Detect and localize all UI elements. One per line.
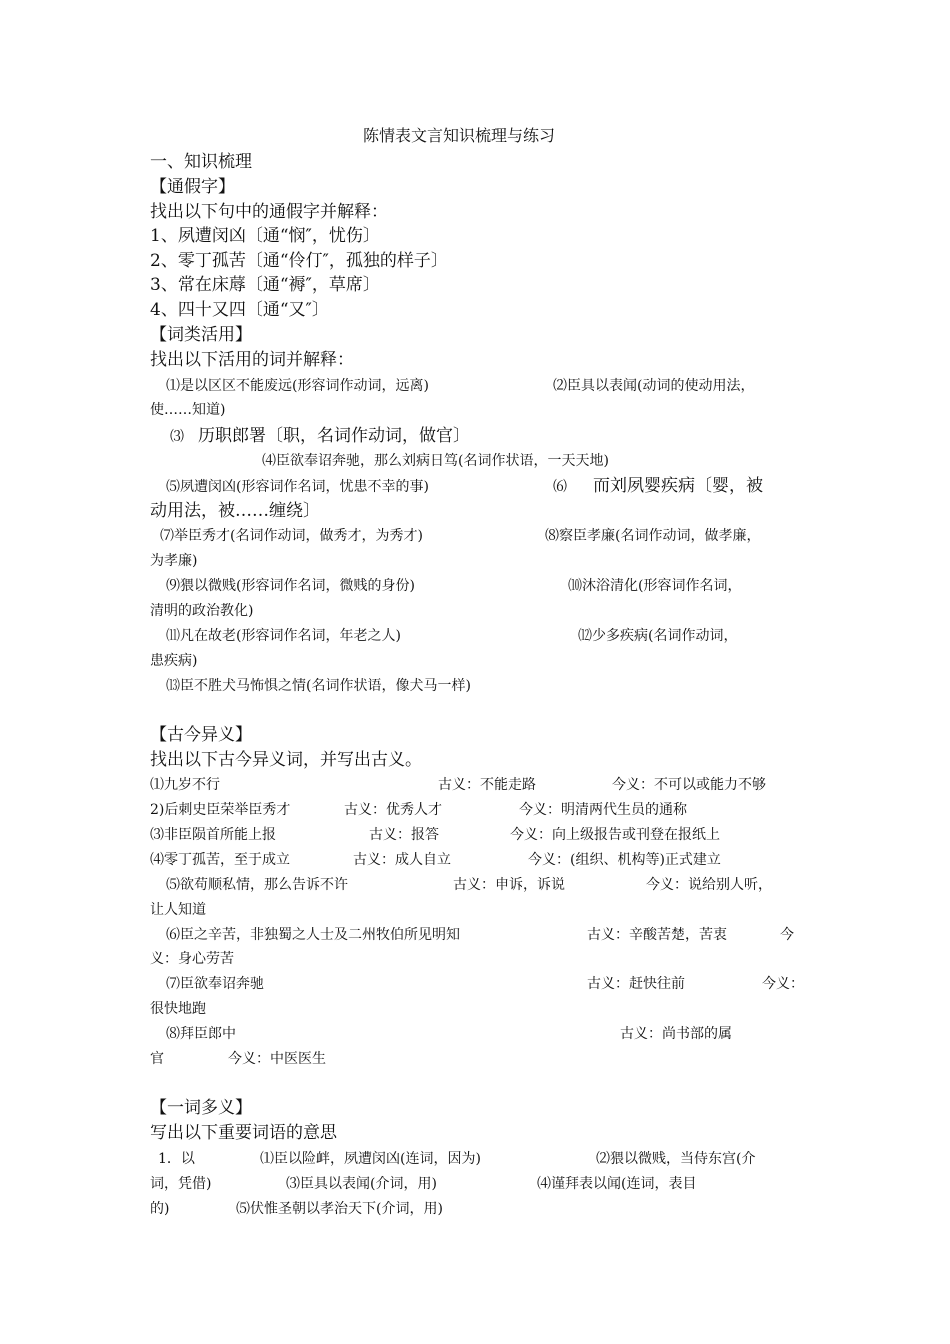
cilei-instruction: 找出以下活用的词并解释： [150,350,354,370]
cilei-line: ⒀臣不胜犬马怖惧之情(名词作状语，像犬马一样) [166,678,471,694]
cilei-line: ⑷臣欲奉诏奔驰，那么刘病日笃(名词作状语，一天天地) [262,453,609,469]
cilei-line: ⑹ [553,479,567,495]
gujin-modern: 今义：向上级报告或刊登在报纸上 [510,827,720,843]
gujin-word: ⑷零丁孤苦，至于成立 [150,852,290,868]
cilei-line: ⑻察臣孝廉(名词作动词，做孝廉， [545,528,761,544]
gujin-instruction: 找出以下古今异义词，并写出古义。 [150,750,422,770]
gujin-word: ⑺臣欲奉诏奔驰 [166,976,264,992]
gujin-modern: 今义：(组织、机构等)正式建立 [528,852,721,868]
page-title: 陈情表文言知识梳理与练习 [363,126,556,145]
gujin-ancient: 古义：尚书部的属 [620,1026,732,1042]
yici-line: ⑷谨拜表以闻(连词，表目 [537,1176,697,1192]
gujin-ancient: 古义：优秀人才 [344,802,442,818]
gujin-modern: 今义： [762,976,804,992]
cilei-line: ⑶ [170,429,184,445]
gujin-ancient: 古义：报答 [369,827,439,843]
gujin-word: ⑻拜臣郎中 [166,1026,236,1042]
gujin-modern-cont: 义：身心劳苦 [150,951,234,967]
cilei-line: ⑽沐浴清化(形容词作名词， [568,578,742,594]
cilei-line: ⑿少多疾病(名词作动词， [578,628,738,644]
cilei-line: 清明的政治教化) [150,603,254,619]
gujin-modern: 今义：中医医生 [228,1051,326,1067]
gujin-ancient: 古义：申诉，诉说 [453,877,565,893]
cilei-line: ⑵臣具以表闻(动词的使动用法， [553,378,755,394]
tongjia-instruction: 找出以下句中的通假字并解释： [150,202,388,222]
yici-header: 【一词多义】 [150,1098,252,1118]
gujin-modern: 今义：不可以或能力不够 [612,777,766,793]
cilei-line: ⑾凡在故老(形容词作名词，年老之人) [166,628,401,644]
gujin-word: ⑶非臣陨首所能上报 [150,827,276,843]
gujin-word: ⑴九岁不行 [150,777,220,793]
tongjia-item: 2、零丁孤苦〔通“伶仃″，孤独的样子〕 [150,251,448,271]
cilei-line: 使……知道) [150,402,226,418]
cilei-line: ⑼猥以微贱(形容词作名词，微贱的身份) [166,578,415,594]
cilei-line: ⑺举臣秀才(名词作动词，做秀才，为秀才) [160,528,423,544]
gujin-ancient-cont: 官 [150,1051,164,1067]
cilei-line: ⑴是以区区不能废远(形容词作动词，远离) [166,378,429,394]
cilei-line: 为孝廉) [150,553,198,569]
cilei-line: 患疾病) [150,653,198,669]
yici-line: 词，凭借) [150,1176,212,1192]
gujin-ancient: 古义：成人自立 [353,852,451,868]
gujin-modern: 今义：明清两代生员的通称 [519,802,687,818]
yici-line: ⑵猥以微贱，当侍东宫(介 [596,1151,756,1167]
yici-line: ⑴臣以险衅，夙遭闵凶(连词，因为) [260,1151,481,1167]
yici-line: ⑶臣具以表闻(介词，用) [286,1176,437,1192]
gujin-modern-cont: 让人知道 [150,902,206,918]
yici-line: ⑸伏惟圣朝以孝治天下(介词，用) [236,1201,443,1217]
cilei-line: ⑸夙遭闵凶(形容词作名词，忧患不幸的事) [166,479,429,495]
yici-instruction: 写出以下重要词语的意思 [150,1123,337,1143]
yici-word: 1．以 [158,1151,195,1167]
tongjia-item: 3、常在床蓐〔通“褥″，草席〕 [150,275,380,295]
gujin-header: 【古今异义】 [150,725,252,745]
gujin-modern: 今义：说给别人听， [646,877,772,893]
tongjia-item: 4、四十又四〔通“又″〕 [150,300,329,320]
gujin-modern: 今 [780,927,794,943]
gujin-word: ⑸欲苟顺私情，那么告诉不许 [166,877,348,893]
gujin-ancient: 古义：辛酸苦楚，苦衷 [587,927,727,943]
gujin-ancient: 古义：赶快往前 [587,976,685,992]
gujin-modern-cont: 很快地跑 [150,1001,206,1017]
tongjia-header: 【通假字】 [150,177,235,197]
cilei-line: 历职郎署〔职，名词作动词，做官〕 [198,426,470,446]
yici-line: 的) [150,1201,170,1217]
cilei-header: 【词类活用】 [150,325,252,345]
tongjia-item: 1、夙遭闵凶〔通“悯″，忧伤〕 [150,226,380,246]
cilei-line: 而刘夙婴疾病〔婴，被 [593,476,763,496]
gujin-ancient: 古义：不能走路 [438,777,536,793]
cilei-line: 动用法，被……缠绕〕 [150,501,320,521]
section-heading: 一、知识梳理 [150,152,252,172]
gujin-word: 2)后刺史臣荣举臣秀才 [150,802,291,818]
gujin-word: ⑹臣之辛苦，非独蜀之人士及二州牧伯所见明知 [166,927,460,943]
